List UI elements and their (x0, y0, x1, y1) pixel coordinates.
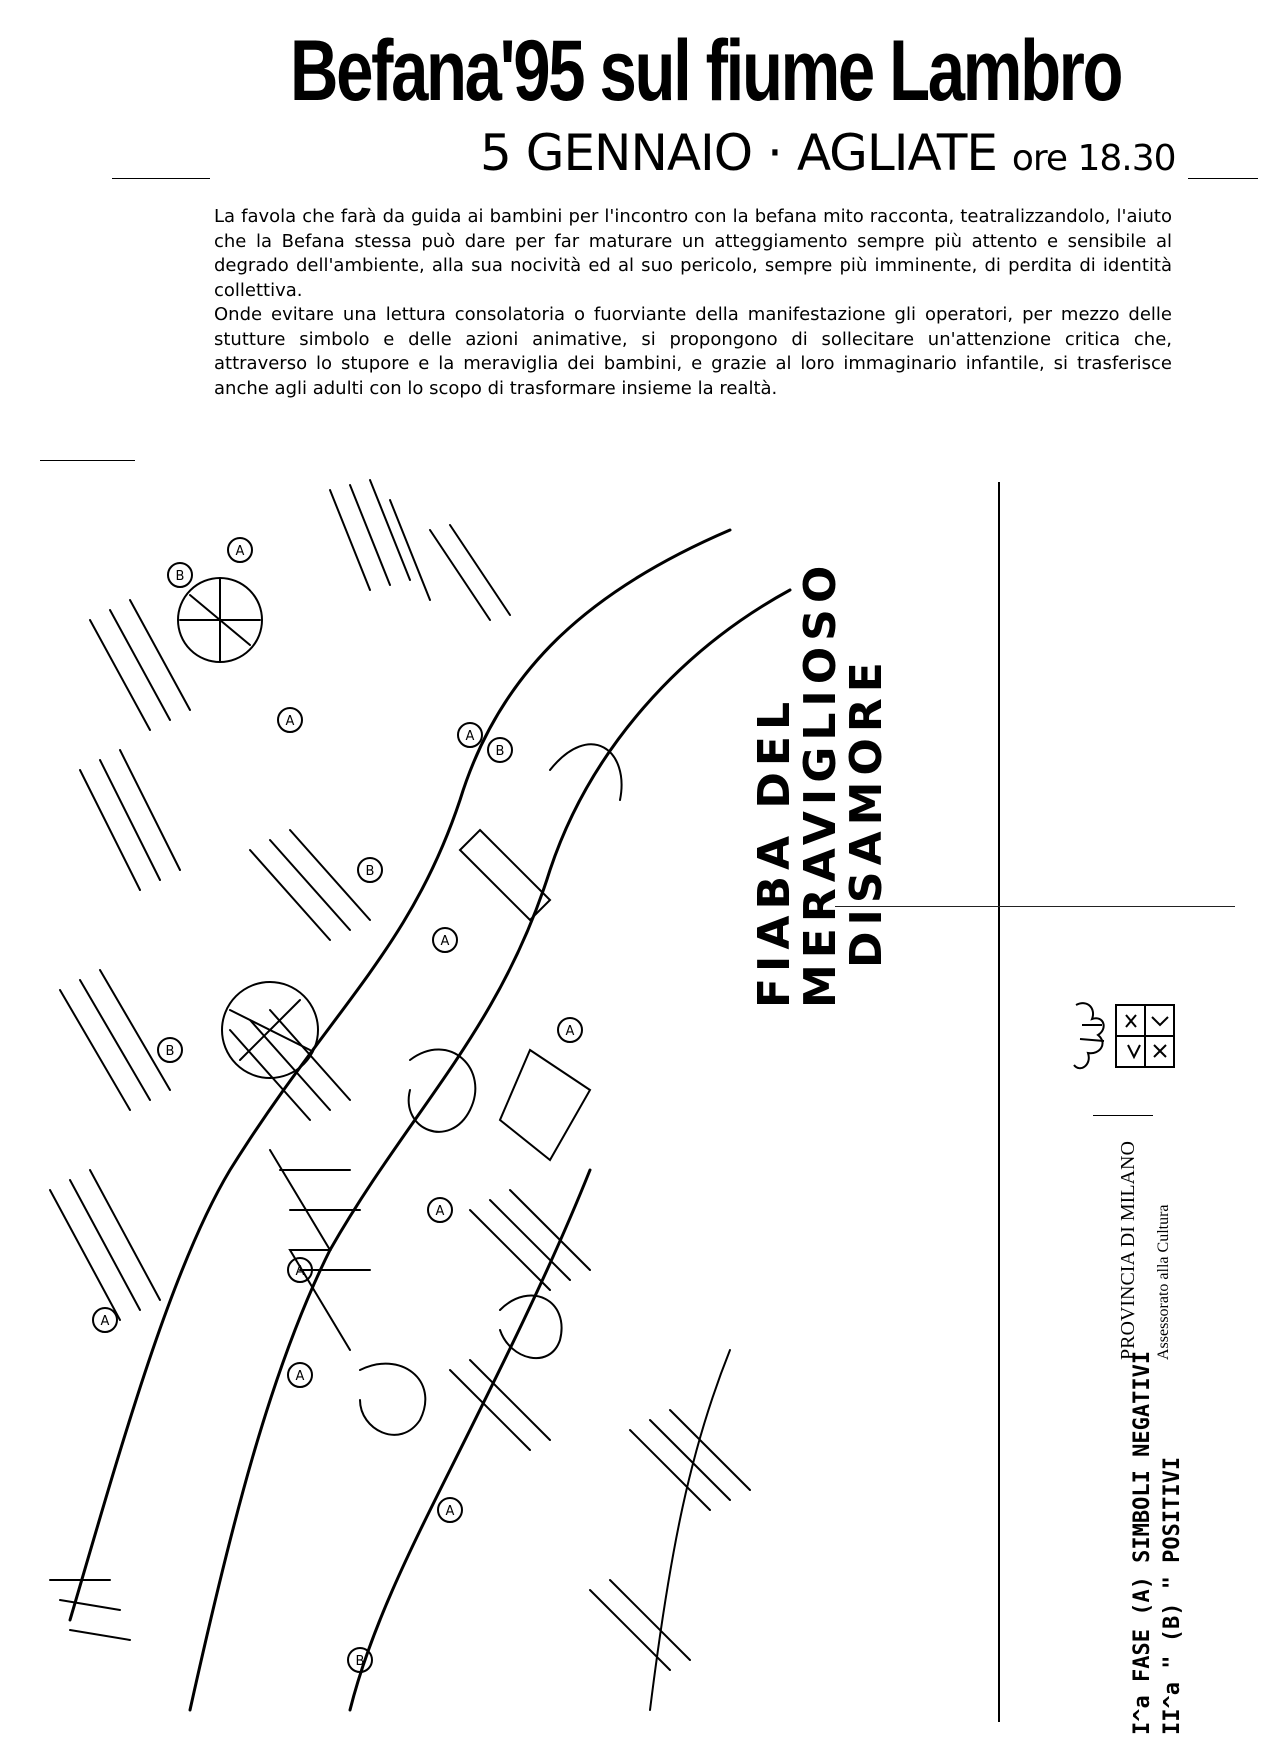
illustration-title-line-3: DISAMORE (841, 656, 892, 968)
logo-rule (1093, 1115, 1153, 1116)
marker-a: A (100, 1314, 110, 1329)
marker-a: A (445, 1504, 455, 1519)
rule-left-top (112, 178, 210, 179)
rule-right-top (1188, 178, 1258, 179)
organization-block (1110, 1141, 1182, 1360)
marker-a: A (285, 714, 295, 729)
marker-a: A (465, 729, 475, 744)
page-title: Befana'95 sul fiume Lambro (290, 23, 1122, 119)
marker-a: A (565, 1024, 575, 1039)
intro-text (214, 205, 1172, 401)
date-place: 5 GENNAIO · AGLIATE (480, 124, 997, 182)
symbol-legend (1128, 1351, 1188, 1735)
intro-paragraph-2: Onde evitare una lettura consolatoria o fuorviante della manifestazione gli operatori, per mezzo delle stutture simbolo e delle azioni animative, si propongono di sollecitare un'attenzione critica che, attraverso lo stupore e la meraviglia dei bambini, e grazie al loro immaginario infantile, si trasferisce anche agli adulti con lo scopo di trasformare insieme la realtà. (214, 304, 1172, 399)
event-date-place (480, 124, 1176, 182)
marker-b: B (165, 1044, 175, 1059)
illustration-title (749, 559, 892, 1008)
legend-row-positive: II^a " (B) " POSITIVI (1160, 1456, 1185, 1735)
marker-a: A (235, 544, 245, 559)
marker-a: A (295, 1369, 305, 1384)
fold-line (835, 906, 1235, 907)
marker-b: B (365, 864, 375, 879)
marker-a: A (440, 934, 450, 949)
illustration-title-line-1: FIABA DEL (749, 695, 800, 1008)
event-time: ore 18.30 (1011, 138, 1176, 179)
marker-b: B (495, 744, 505, 759)
legend-row-negative: I^a FASE (A) SIMBOLI NEGATIVI (1130, 1350, 1155, 1735)
marker-b: B (355, 1654, 365, 1669)
rule-left-mid (40, 460, 135, 461)
intro-paragraph-1: La favola che farà da guida ai bambini per l'incontro con la befana mito racconta, teatralizzandolo, l'aiuto che la Befana stessa può dare per far maturare un atteggiamento sempre più attento e sensibile al degrado dell'ambiente, alla sua nocività ed al suo pericolo, sempre più imminente, di perdita di identità collettiva. (214, 206, 1172, 301)
vertical-divider (998, 482, 1000, 1722)
illustration-title-line-2: MERAVIGLIOSO (795, 559, 846, 1008)
river-sketch-illustration (30, 470, 850, 1740)
marker-a: A (435, 1204, 445, 1219)
organization-department: Assessorato alla Cultura (1155, 1204, 1172, 1360)
organization-name: PROVINCIA DI MILANO (1117, 1141, 1139, 1360)
marker-b: B (175, 569, 185, 584)
marker-a: A (295, 1264, 305, 1279)
coat-of-arms-logo (1068, 995, 1180, 1083)
